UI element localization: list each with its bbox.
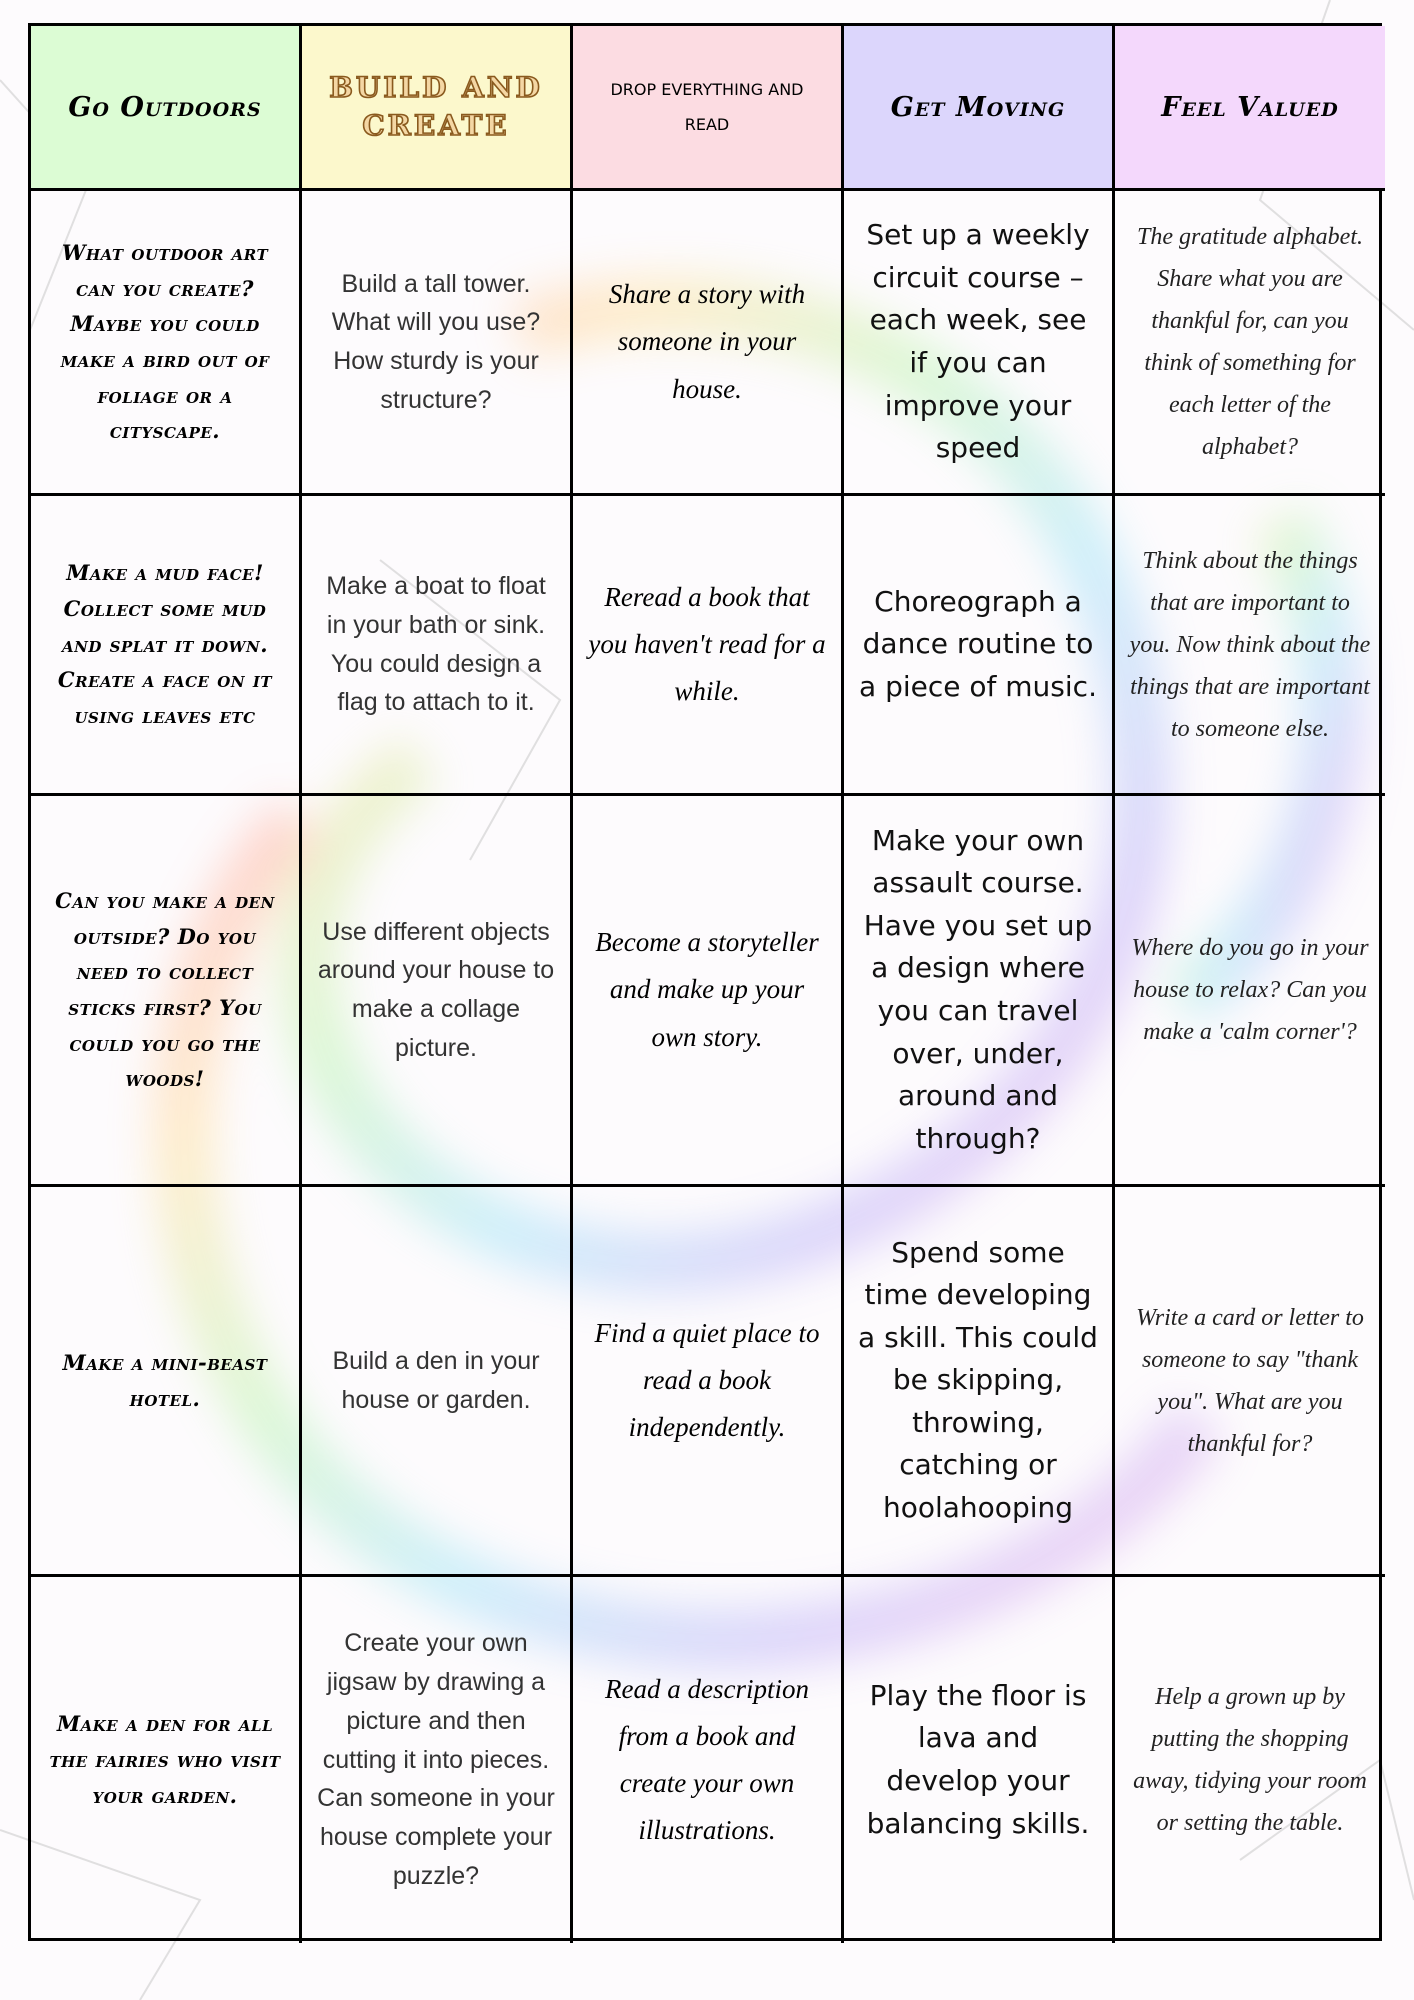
activity-cell: Make a mud face! Collect some mud and splat it down. Create a face on it using leaves etc [31, 496, 302, 796]
activity-cell: Choreograph a dance routine to a piece of music. [844, 496, 1115, 796]
header-get-moving: Get Moving [844, 26, 1115, 191]
activity-cell: Make a boat to float in your bath or sink. You could design a flag to attach to it. [302, 496, 573, 796]
header-build-and-create: BUILD AND CREATE [302, 26, 573, 191]
activity-cell: Write a card or letter to someone to say "thank you". What are you thankful for? [1115, 1187, 1385, 1577]
activity-cell: Where do you go in your house to relax? Can you make a 'calm corner'? [1115, 796, 1385, 1187]
activity-cell: Create your own jigsaw by drawing a picture and then cutting it into pieces. Can someone in your house complete your puzzle? [302, 1577, 573, 1943]
header-go-outdoors: Go Outdoors [31, 26, 302, 191]
activity-cell: Set up a weekly circuit course – each week, see if you can improve your speed [844, 191, 1115, 496]
activity-choice-board [28, 23, 1382, 1941]
activity-cell: Read a description from a book and create your own illustrations. [573, 1577, 844, 1943]
activity-cell: Build a tall tower. What will you use? How sturdy is your structure? [302, 191, 573, 496]
activity-cell: Build a den in your house or garden. [302, 1187, 573, 1577]
activity-cell: Use different objects around your house to make a collage picture. [302, 796, 573, 1187]
header-drop-everything-and-read: DROP EVERYTHING AND READ [573, 26, 844, 191]
activity-cell: Think about the things that are important to you. Now think about the things that are important to someone else. [1115, 496, 1385, 796]
activity-cell: Find a quiet place to read a book independently. [573, 1187, 844, 1577]
activity-cell: Become a storyteller and make up your own story. [573, 796, 844, 1187]
activity-cell: What outdoor art can you create? Maybe you could make a bird out of foliage or a cityscape. [31, 191, 302, 496]
header-feel-valued: Feel Valued [1115, 26, 1385, 191]
activity-cell: Play the floor is lava and develop your balancing skills. [844, 1577, 1115, 1943]
activity-cell: Make your own assault course. Have you set up a design where you can travel over, under, around and through? [844, 796, 1115, 1187]
activity-cell: Make a den for all the fairies who visit your garden. [31, 1577, 302, 1943]
activity-cell: Make a mini-beast hotel. [31, 1187, 302, 1577]
activity-cell: Help a grown up by putting the shopping away, tidying your room or setting the table. [1133, 1684, 1367, 1836]
activity-cell: Reread a book that you haven't read for a while. [573, 496, 844, 796]
activity-cell: Share a story with someone in your house. [573, 191, 844, 496]
activity-cell: The gratitude alphabet. Share what you are thankful for, can you think of something for each letter of the alphabet? [1115, 191, 1385, 496]
activity-cell: Can you make a den outside? Do you need to collect sticks first? You could you go the woods! [31, 796, 302, 1187]
activity-cell: Spend some time developing a skill. This could be skipping, throwing, catching or hoolahooping [844, 1187, 1115, 1577]
